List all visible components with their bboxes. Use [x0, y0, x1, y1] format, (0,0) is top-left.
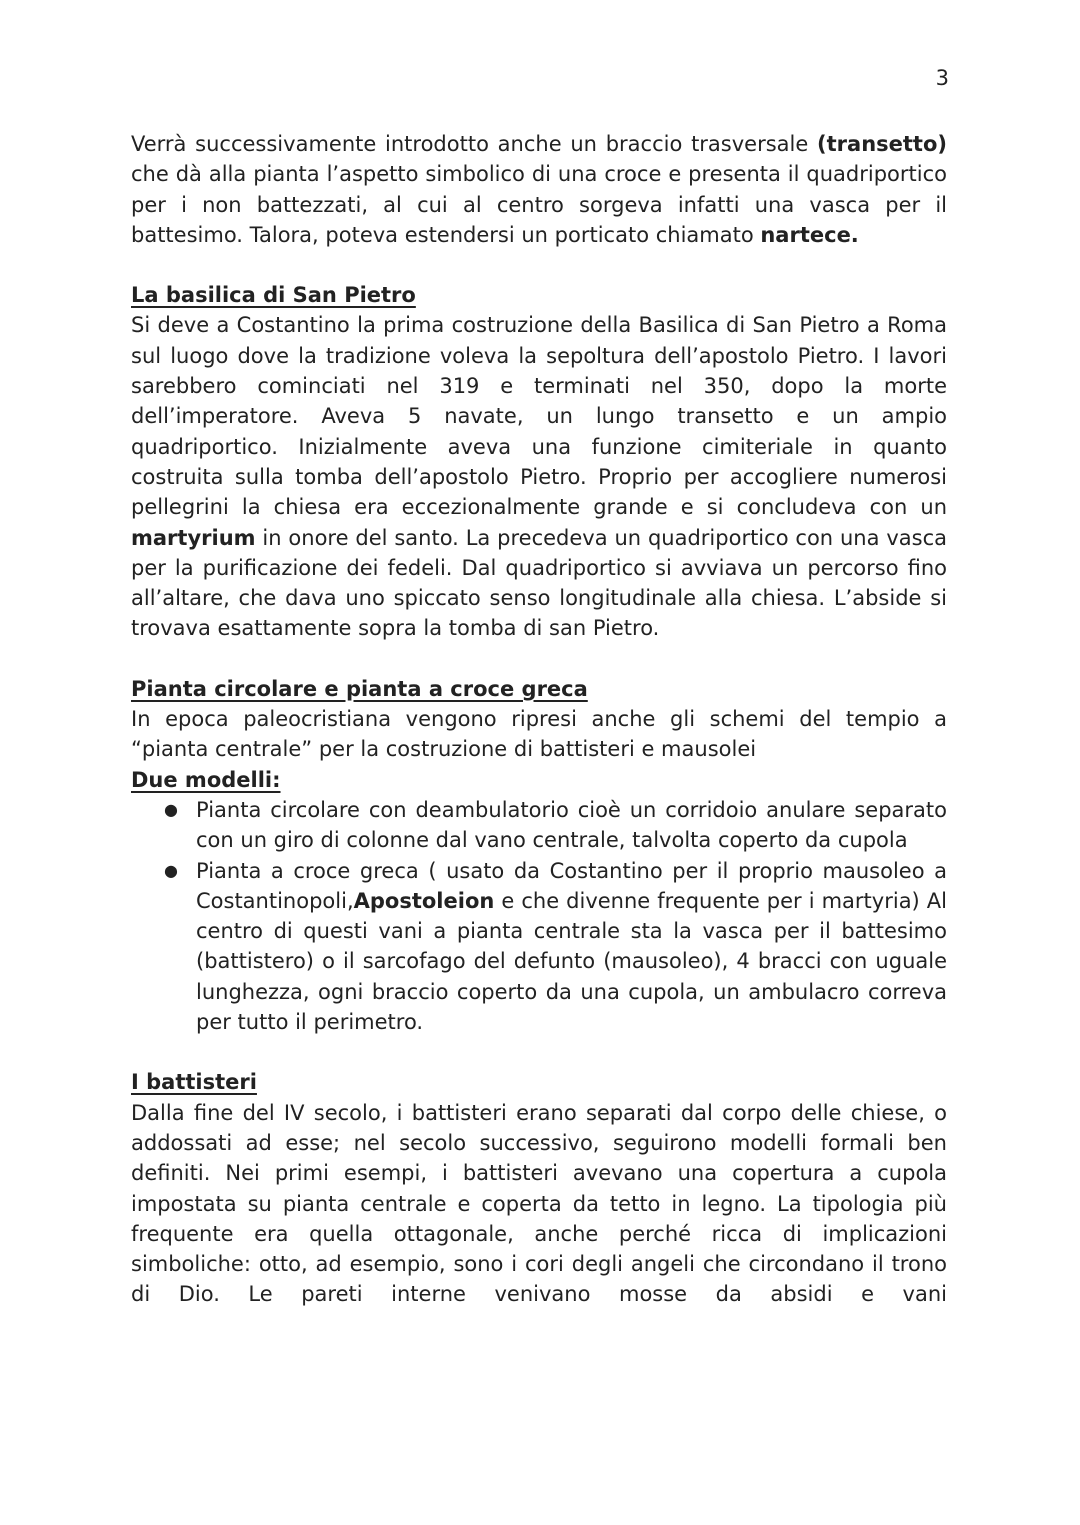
heading-san-pietro: La basilica di San Pietro	[131, 283, 416, 308]
heading-pianta: Pianta circolare e pianta a croce greca	[131, 676, 588, 701]
section-san-pietro	[131, 280, 947, 644]
page-number: 3	[935, 66, 949, 90]
san-pietro-text-2: in onore del santo. La precedeva un quadriportico con una vasca per la purificazione dei fedeli. Dal quadriportico si avviava un percorso fino all’altare, che dava uno spiccato senso longitudinale alla chiesa. L’abside si trovava esattamente sopra la tomba di san Pietro.	[131, 525, 947, 641]
bullet-icon: ●	[164, 860, 178, 880]
list-item-text-1: Pianta a croce greca ( usato da Costantino per il proprio mausoleo a Costantinopoli,	[196, 858, 947, 913]
heading-due-modelli: Due modelli:	[131, 767, 281, 792]
intro-bold-nartece: nartece.	[760, 222, 859, 247]
list-item-text: Pianta circolare con deambulatorio cioè un corridoio anulare separato con un giro di colonne dal vano centrale, talvolta coperto da cupola	[196, 797, 947, 853]
heading-battisteri: I battisteri	[131, 1070, 257, 1095]
bullet-icon: ●	[164, 799, 178, 819]
intro-paragraph	[131, 129, 947, 250]
document-body	[131, 129, 947, 1340]
intro-text-1: Verrà successivamente introdotto anche un braccio trasversale	[131, 132, 818, 156]
intro-text-2: che dà alla pianta l’aspetto simbolico di una croce e presenta il quadriportico per i non battezzati, al cui al centro sorgeva infatti una vasca per il battesimo. Talora, poteva estendersi un porticato chiamato	[131, 162, 947, 247]
pianta-paragraph: In epoca paleocristiana vengono ripresi anche gli schemi del tempio a “pianta centrale” per la costruzione di battisteri e mausolei	[131, 707, 947, 762]
list-item-bold-apostoleion: Apostoleion	[353, 888, 495, 913]
san-pietro-paragraph	[131, 310, 947, 643]
list-item	[131, 856, 947, 1038]
models-list	[131, 795, 947, 1037]
list-item	[131, 795, 947, 856]
san-pietro-text-1: Si deve a Costantino la prima costruzione della Basilica di San Pietro a Roma sul luogo dove la tradizione voleva la sepoltura dell’apostolo Pietro. I lavori sarebbero cominciati nel 319 e terminati nel 350, dopo la morte dell’imperatore. Aveva 5 navate, un lungo transetto e un ampio quadriportico. Inizialmente aveva una funzione cimiteriale in quanto costruita sulla tomba dell’apostolo Pietro. Proprio per accogliere numerosi pellegrini la chiesa era eccezionalmente grande e si concludeva con un	[131, 313, 947, 520]
section-pianta	[131, 674, 947, 1038]
section-battisteri	[131, 1067, 947, 1309]
list-item-text-2: e che divenne frequente per i martyria) Al centro di questi vani a pianta centrale sta la vasca per il battesimo (battistero) o il sarcofago del defunto (mausoleo), 4 bracci con uguale lunghezza, ogni braccio coperto da una cupola, un ambulacro correva per tutto il perimetro.	[196, 888, 947, 1035]
intro-bold-transetto: (transetto)	[817, 132, 947, 156]
battisteri-paragraph: Dalla fine del IV secolo, i battisteri erano separati dal corpo delle chiese, o addossati ad esse; nel secolo successivo, seguirono modelli formali ben definiti. Nei primi esempi, i battisteri avevano una copertura a cupola impostata su pianta centrale e coperta da tetto in legno. La tipologia più frequente era quella ottagonale, anche perché ricca di implicazioni simboliche: otto, ad esempio, sono i cori degli angeli che circondano il trono di Dio. Le pareti interne venivano mosse da absidi e vani	[131, 1100, 947, 1307]
san-pietro-bold-martyrium: martyrium	[131, 525, 256, 550]
